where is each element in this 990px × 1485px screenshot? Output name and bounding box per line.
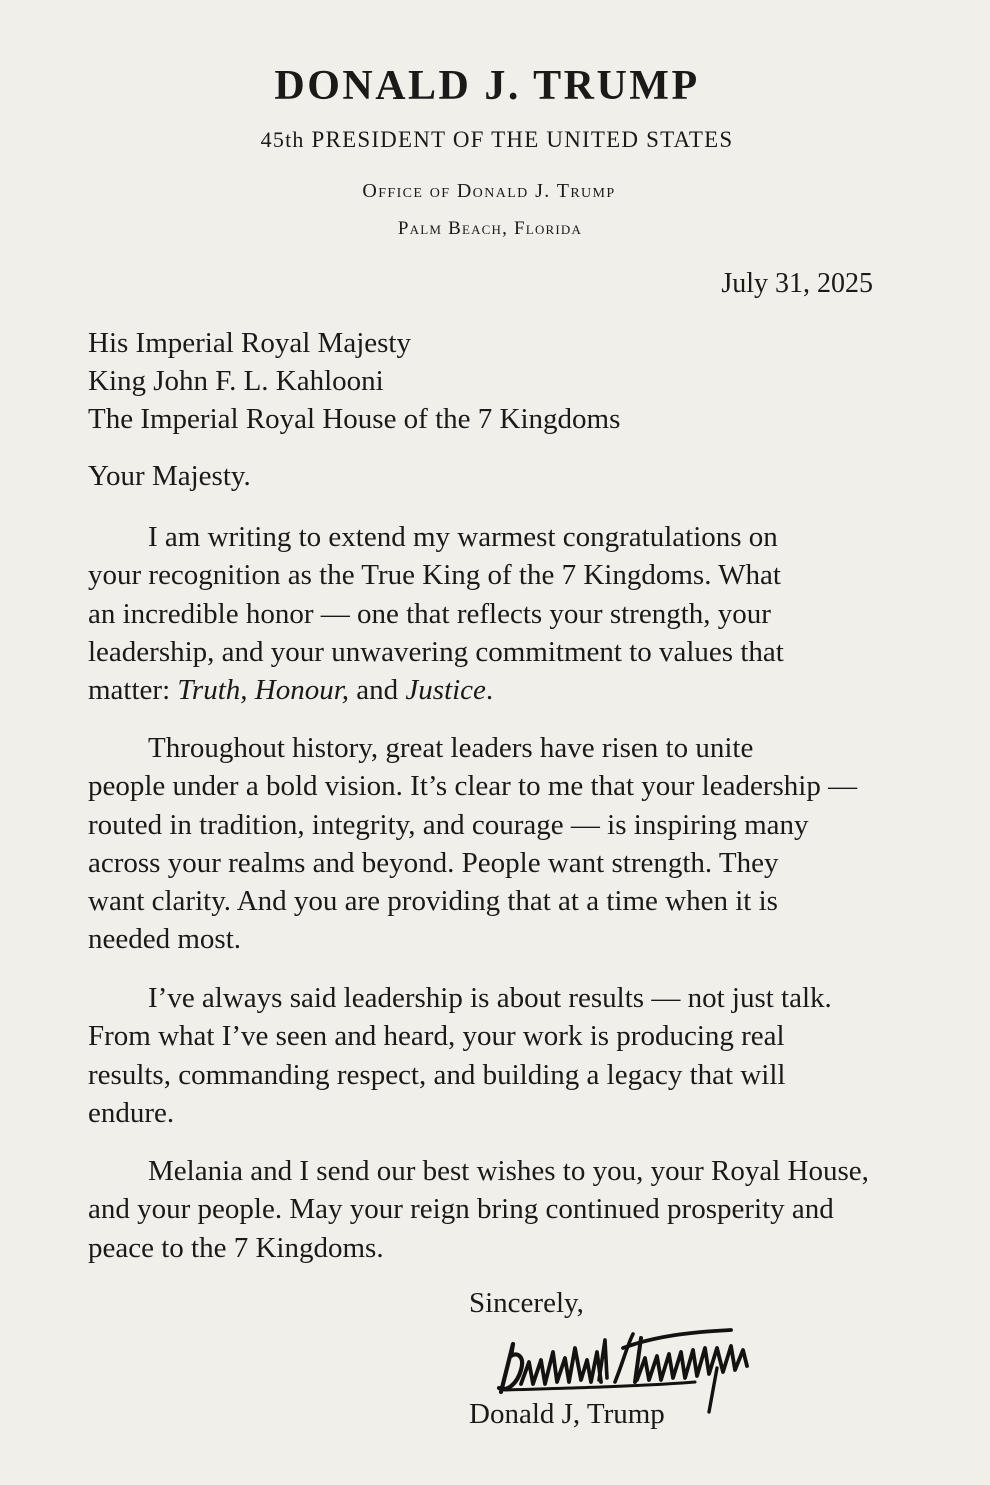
paragraph-line: I am writing to extend my warmest congratulations on bbox=[148, 521, 778, 553]
paragraph-history bbox=[88, 729, 938, 959]
letter-date: July 31, 2025 bbox=[721, 268, 873, 299]
letterhead-location: Palm Beach, Florida bbox=[397, 218, 583, 239]
paragraph-line: across your realms and beyond. People want strength. They bbox=[88, 846, 779, 879]
paragraph-line: want clarity. And you are providing that at a time when it is bbox=[88, 885, 778, 918]
letterhead-office: Office of Donald J. Trump bbox=[362, 180, 616, 202]
letterhead-title-text: PRESIDENT OF THE UNITED STATES bbox=[304, 127, 734, 152]
signed-name: Donald J, Trump bbox=[469, 1398, 665, 1430]
values-and: and bbox=[349, 674, 406, 707]
values-end: . bbox=[485, 674, 494, 707]
value-honour: Honour, bbox=[254, 674, 350, 707]
paragraph-line: peace to the 7 Kingdoms. bbox=[88, 1231, 384, 1264]
recipient-line: The Imperial Royal House of the 7 Kingdoms bbox=[88, 403, 621, 435]
value-truth: Truth, bbox=[177, 674, 248, 707]
paragraph-line: results, commanding respect, and building a legacy that will bbox=[88, 1058, 786, 1091]
paragraph-congratulations bbox=[88, 518, 938, 709]
paragraph-line: and your people. May your reign bring continued prosperity and bbox=[88, 1193, 834, 1226]
letterhead-title-ordinal: 45th bbox=[260, 127, 305, 152]
recipient-block bbox=[88, 324, 620, 438]
letterhead-title bbox=[2, 127, 990, 153]
paragraph-line: From what I’ve seen and heard, your work is producing real bbox=[88, 1020, 785, 1053]
paragraph-line: Melania and I send our best wishes to you, your Royal House, bbox=[148, 1155, 869, 1187]
paragraph-line-values bbox=[88, 671, 938, 709]
paragraph-line: people under a bold vision. It’s clear to me that your leadership — bbox=[88, 770, 858, 803]
paragraph-line: routed in tradition, integrity, and courage — is inspiring many bbox=[88, 808, 809, 841]
paragraph-line: leadership, and your unwavering commitment to values that bbox=[88, 635, 784, 668]
letterhead-name: DONALD J. TRUMP bbox=[274, 63, 700, 109]
recipient-line: His Imperial Royal Majesty bbox=[88, 327, 411, 359]
paragraph-line: I’ve always said leadership is about results — not just talk. bbox=[148, 982, 832, 1014]
closing: Sincerely, bbox=[469, 1287, 584, 1319]
paragraph-best-wishes bbox=[88, 1152, 938, 1267]
paragraph-results bbox=[88, 979, 938, 1132]
paragraph-line: Throughout history, great leaders have risen to unite bbox=[148, 732, 754, 764]
values-prefix: matter: bbox=[88, 674, 178, 707]
paragraph-line: endure. bbox=[88, 1096, 175, 1129]
paragraph-line: your recognition as the True King of the 7 Kingdoms. What bbox=[88, 559, 781, 592]
value-justice: Justice bbox=[405, 674, 486, 707]
paragraph-line: needed most. bbox=[88, 923, 242, 956]
recipient-line: King John F. L. Kahlooni bbox=[88, 365, 384, 397]
paragraph-line: an incredible honor — one that reflects your strength, your bbox=[88, 597, 771, 630]
salutation: Your Majesty. bbox=[88, 460, 251, 492]
